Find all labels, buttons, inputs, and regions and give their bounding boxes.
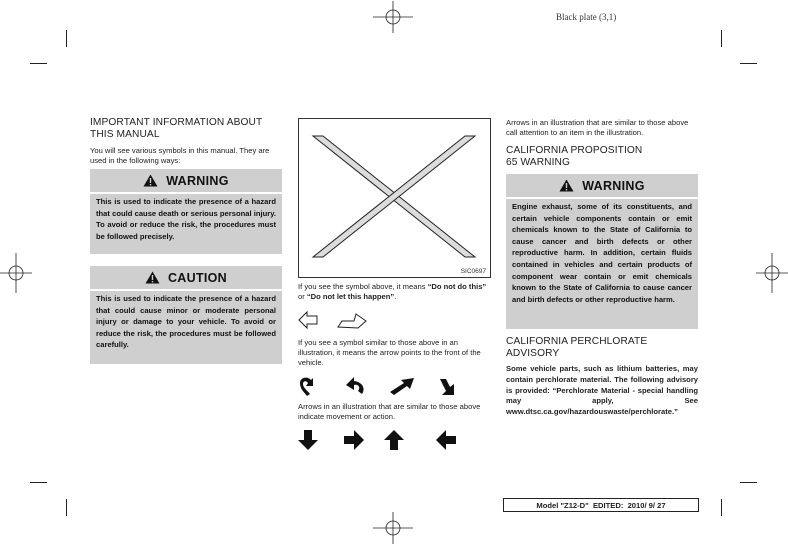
warning-header <box>90 169 282 192</box>
front-arrow-outline-icons <box>298 309 368 331</box>
plate-label: Black plate (3,1) <box>556 12 617 22</box>
prop65-warning-label: WARNING <box>582 178 645 193</box>
registration-mark-icon <box>0 253 32 293</box>
section-heading-important-info: IMPORTANT INFORMATION ABOUT THIS MANUAL <box>90 117 263 140</box>
registration-mark-icon <box>373 1 413 33</box>
caution-triangle-icon <box>145 271 160 284</box>
prohibited-illustration <box>298 118 491 278</box>
prohibited-x-icon <box>299 119 490 277</box>
model-edit-footer: Model "Z12-D" EDITED: 2010/ 9/ 27 <box>503 498 699 512</box>
crop-mark <box>66 30 67 47</box>
symbol-meaning-text: If you see the symbol above, it means “Do not do this” or “Do not let this happen”. <box>298 282 487 301</box>
crop-mark <box>30 482 47 483</box>
registration-mark-icon <box>756 253 788 293</box>
intro-text: You will see various symbols in this manual. They are used in the following ways: <box>90 146 270 165</box>
movement-arrow-icons <box>388 375 458 397</box>
warning-label: WARNING <box>166 173 229 188</box>
crop-mark <box>66 499 67 516</box>
crop-mark <box>721 30 722 47</box>
perchlorate-text: Some vehicle parts, such as lithium batteries, may contain perchlorate material. The following advisory is provided: “Perchlorate Material - special handling may apply, See www.dtsc.ca.gov/hazardouswaste/perchlorate.” <box>506 364 698 417</box>
attention-arrow-icons <box>298 428 458 452</box>
arrows-item-text: Arrows in an illustration that are similar to those above call attention to an item in the illustration. <box>506 118 689 137</box>
section-heading-prop65: CALIFORNIA PROPOSITION 65 WARNING <box>506 145 643 168</box>
curved-arrow-icons <box>298 375 368 397</box>
crop-mark <box>740 63 757 64</box>
warning-text-box: This is used to indicate the presence of a hazard that could cause death or serious personal injury. To avoid or reduce the risk, the procedures must be followed precisely. <box>90 194 282 254</box>
section-heading-perchlorate: CALIFORNIA PERCHLORATE ADVISORY <box>506 336 648 359</box>
warning-triangle-icon <box>559 179 574 192</box>
registration-mark-icon <box>373 512 413 544</box>
warning-triangle-icon <box>143 174 158 187</box>
caution-header <box>90 266 282 289</box>
caution-label: CAUTION <box>167 270 228 285</box>
crop-mark <box>30 63 47 64</box>
arrow-move-text: Arrows in an illustration that are similar to those above indicate movement or action. <box>298 402 481 421</box>
illustration-code: SIC0697 <box>460 268 486 275</box>
crop-mark <box>721 499 722 516</box>
arrow-front-text: If you see a symbol similar to those above in an illustration, it means the arrow points to the front of the vehicle. <box>298 338 481 367</box>
prop65-warning-text-box: Engine exhaust, some of its constituents, and certain vehicle components contain or emit chemicals known to the State of California to cause cancer and birth defects or other reproductive harm. In addition, certain fluids contained in vehicles and certain products of component wear contain or emit chemicals known to the State of California to cause cancer and birth defects or other reproductive harm. <box>506 199 698 329</box>
caution-text-box: This is used to indicate the presence of a hazard that could cause minor or moderate personal injury or damage to your vehicle. To avoid or reduce the risk, the procedures must be followed carefully. <box>90 291 282 364</box>
prop65-warning-header <box>506 174 698 197</box>
crop-mark <box>740 482 757 483</box>
